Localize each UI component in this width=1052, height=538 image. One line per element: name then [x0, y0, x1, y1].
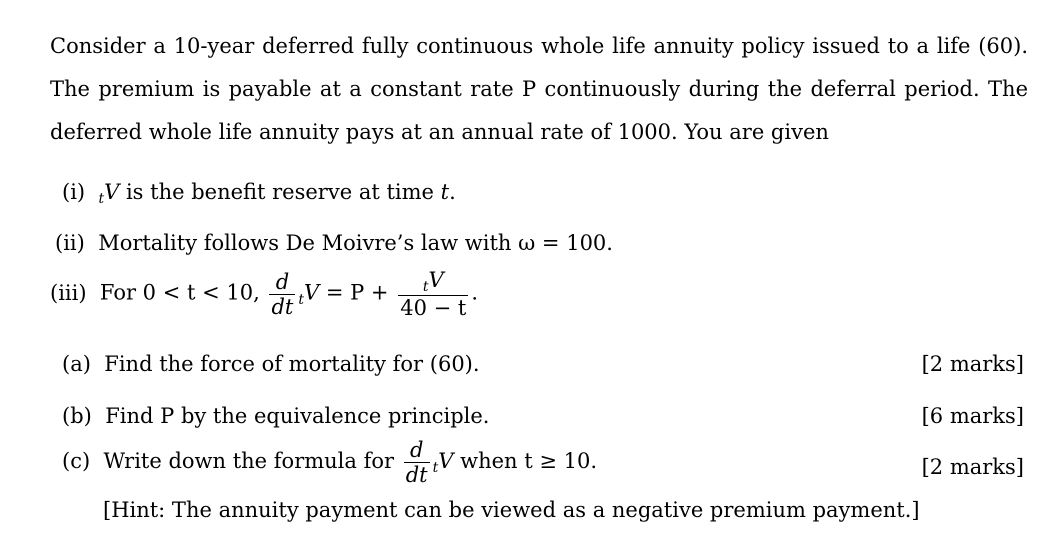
question-a [62, 352, 480, 376]
subscript-t: t [422, 279, 429, 295]
hint-text: [Hint: The annuity payment can be viewed as a negative premium payment.] [103, 498, 920, 522]
reserve-symbol: V [304, 280, 320, 305]
time-symbol: t [440, 180, 450, 204]
derivative-fraction [269, 270, 295, 319]
item-end: . [471, 280, 478, 305]
equation-text: = P + [319, 280, 396, 305]
reserve-fraction [398, 268, 468, 320]
item-text: Mortality follows De Moivre’s law with ω = 100. [98, 231, 613, 255]
question-text-end: when t ≥ 10. [453, 449, 598, 473]
marks-a: [2 marks] [921, 352, 1024, 376]
item-end: . [449, 180, 456, 204]
subscript-t: t [98, 191, 105, 207]
reserve-symbol: V [438, 449, 454, 473]
given-item-iii [50, 268, 478, 320]
subscript-t: t [298, 291, 304, 308]
item-number: (i) [62, 180, 86, 204]
item-number: (c) [62, 449, 91, 473]
problem-intro: Consider a 10-year deferred fully continuous whole life annuity policy issued to a life (60). The premium is payable at a constant rate P continuously during the deferral period. The deferred whole life annuity pays at an annual rate of 1000. You are given [50, 34, 1028, 144]
question-text: Find P by the equivalence principle. [105, 404, 490, 428]
reserve-symbol: V [428, 268, 444, 292]
item-number: (ii) [55, 231, 85, 255]
item-number: (a) [62, 352, 91, 376]
subscript-t: t [432, 460, 439, 476]
derivative-fraction [404, 438, 430, 487]
question-text: Write down the formula for [103, 449, 395, 473]
item-text: For 0 < t < 10, [99, 280, 260, 305]
marks-c: [2 marks] [921, 455, 1024, 479]
question-b [62, 404, 489, 428]
marks-b: [6 marks] [921, 404, 1024, 428]
fraction-denominator: dt [405, 463, 428, 487]
item-text: is the benefit reserve at time [119, 180, 441, 204]
item-number: (b) [62, 404, 92, 428]
question-c [62, 438, 597, 487]
item-number: (iii) [50, 280, 87, 305]
given-item-i [62, 180, 456, 207]
fraction-numerator: d [269, 270, 295, 295]
fraction-denominator: 40 − t [400, 296, 467, 320]
given-item-ii [55, 231, 613, 255]
question-text: Find the force of mortality for (60). [104, 352, 480, 376]
reserve-symbol: V [104, 180, 120, 204]
fraction-numerator: d [404, 438, 430, 463]
fraction-denominator: dt [271, 294, 294, 319]
